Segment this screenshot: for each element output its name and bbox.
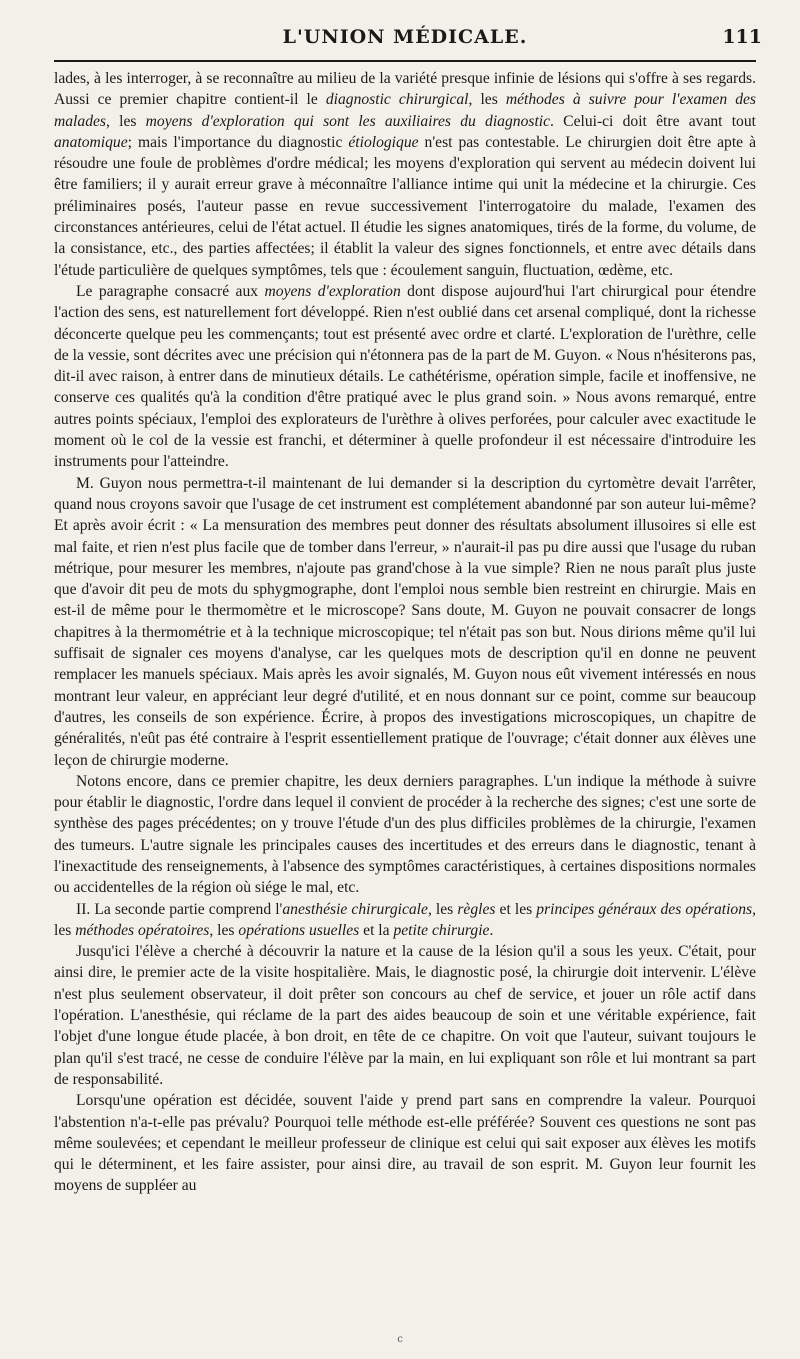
text-run: M. Guyon nous permettra-t-il maintenant de lui demander si la description du cyrtomètre devait l'arrêter, quand nous croyons savoir que l'usage de cet instrument est complétement abandonné par son auteur lui-même? Et après avoir écrit : « La mensuration des membres peut donner des résultats absolument illusoires si elle est mal faite, et rien n'est plus facile que de tomber dans l'erreur, » n'aurait-il pas pu dire aussi que l'usage du ruban métrique, pour mesurer les membres, n'ajoute pas grand'chose à la vue simple? Rien ne nous paraît plus juste que d'avoir dit peu de mots du sphygmographe, dont l'emploi nous semble bien restreint en chirurgie. Mais en est-il de même pour le thermomètre et le microscope? Sans doute, M. Guyon ne pouvait consacrer de longs chapitres à la thermométrie et à la technique microscopique; tel n'était pas son but. Nous dirions même qu'il lui suffisait de signaler ces moyens d'analyse, car les quelques mots de description qu'il en donne ne peuvent remplacer les manuels spéciaux. Mais après les avoir signalés, M. Guyon nous eût vivement intéressés en nous montrant leur valeur, en appréciant leur degré d'utilité, et en nous donnant sur ce point, comme sur beaucoup d'autres, les conseils de son expérience. Écrire, à propos des investigations microscopiques, un chapitre de généralités, n'eût pas été contraire à l'esprit essentiellement pratique de l'ouvrage; c'était donner aux élèves une leçon de chirurgie moderne. bbox=[54, 474, 756, 769]
running-title: L'UNION MÉDICALE. bbox=[282, 26, 528, 48]
text-run: . bbox=[489, 921, 494, 939]
italic-term: règles bbox=[457, 900, 496, 918]
article-body bbox=[54, 68, 756, 1197]
text-run: , les bbox=[468, 91, 506, 109]
text-run: lades, à les interroger, à se reconnaître au milieu de la variété presque infinie de lésions qui s'offre à ses regards. Aussi ce premier chapitre contient-il le bbox=[54, 70, 756, 109]
text-run: II. La seconde partie comprend l' bbox=[76, 900, 283, 918]
italic-term: anesthésie chirurgicale bbox=[282, 900, 428, 918]
text-run: Le paragraphe consacré aux bbox=[76, 282, 265, 300]
italic-term: moyens d'exploration qui sont les auxiliaires du diagnostic bbox=[145, 112, 551, 130]
text-run: Jusqu'ici l'élève a cherché à découvrir la nature et la cause de la lésion qu'il a sous les yeux. C'était, pour ainsi dire, le premier acte de la visite hospitalière. Mais, le diagnostic posé, la chirurgie doit intervenir. L'élève n'est plus seulement observateur, il doit prêter son concours au chef de service, et jouer un rôle actif dans l'opération. L'anesthésie, qui réclame de la part des aides beaucoup de soin et une véritable expérience, fait l'objet d'une longue étude placée, à bon droit, en tête de ce chapitre. On voit que l'auteur, suivant toujours le plan qu'il s'est tracé, ne cesse de conduire l'élève par la main, en lui expliquant son rôle et lui montrant sa part de responsabilité. bbox=[54, 943, 756, 1088]
italic-term: opérations usuelles bbox=[238, 921, 360, 939]
text-run: n'est pas contestable. Le chirurgien doit être apte à résoudre une foule de problèmes d'ordre médical; les moyens d'exploration qui servent au médecin doivent lui être familiers; il y aurait erreur grave à méconnaître l'alliance intime qui unit la médecine et la chirurgie. Ces préliminaires posés, l'auteur passe en revue successivement l'interrogatoire du malade, l'examen des circonstances antérieures, celui de l'état actuel. Il étudie les signes anatomiques, tirés de la forme, du volume, de la consistance, etc., des parties affectées; il établit la valeur des signes fonctionnels, et entre avec détails dans l'étude particulière de quelques symptômes, tels que : écoulement sanguin, fluctuation, œdème, etc. bbox=[54, 133, 757, 279]
paragraph-p6 bbox=[54, 941, 756, 1090]
italic-term: méthodes à suivre pour l'examen des malades bbox=[54, 91, 756, 130]
paragraph-p4 bbox=[54, 771, 756, 899]
italic-term: diagnostic chirurgical bbox=[325, 91, 469, 109]
page-header bbox=[54, 26, 762, 56]
paragraph-p7 bbox=[54, 1090, 756, 1196]
italic-term: petite chirurgie bbox=[393, 921, 490, 939]
text-run: ; mais l'importance du diagnostic bbox=[127, 133, 349, 151]
paragraph-p2 bbox=[54, 281, 756, 473]
footer-mark: c bbox=[397, 1334, 403, 1345]
page-number: 111 bbox=[722, 26, 762, 48]
text-run: , les bbox=[105, 112, 146, 130]
text-run: Notons encore, dans ce premier chapitre, les deux derniers paragraphes. L'un indique la méthode à suivre pour établir le diagnostic, l'ordre dans lequel il convient de procéder à la recherche des signes; c'est une sorte de synthèse des pages précédentes; on y trouve l'étude d'un des plus difficiles problèmes de la chirurgie, l'examen des tumeurs. L'autre signale les principales causes des incertitudes et des erreurs dans le diagnostic, tenant à l'inexactitude des renseignements, à l'absence des symptômes caractéristiques, à certaines dispositions normales ou accidentelles de la région où siége le mal, etc. bbox=[54, 772, 756, 897]
header-rule bbox=[54, 60, 756, 62]
text-run: , les bbox=[427, 900, 458, 918]
italic-term: principes généraux des opérations bbox=[536, 900, 753, 918]
italic-term: méthodes opératoires bbox=[75, 921, 210, 939]
text-run: et les bbox=[495, 900, 537, 918]
paragraph-p1 bbox=[54, 68, 756, 281]
text-run: dont dispose aujourd'hui l'art chirurgical pour étendre l'action des sens, est naturellement fort développé. Rien n'est oublié dans cet arsenal compliqué, dont la richesse déconcerte quelque peu les commençants; tout est présenté avec ordre et clarté. L'exploration de l'urèthre, celle de la vessie, sont décrites avec une précision qui n'étonnera pas de la part de M. Guyon. « Nous n'hésiterons pas, dit-il avec raison, à entrer dans de minutieux détails. Le cathétérisme, opération simple, facile et inoffensive, ne conserve ces qualités qu'à la condition d'être pratiqué avec le plus grand soin. » Nous avons remarqué, entre autres points spéciaux, l'emploi des explorateurs de l'urèthre à olives perforées, pour calculer avec exactitude le moment où le col de la vessie est franchi, et déterminer à quelle profondeur il est nécessaire d'introduire les instruments pour l'atteindre. bbox=[54, 282, 756, 471]
text-run: , les bbox=[209, 921, 239, 939]
text-run: Lorsqu'une opération est décidée, souvent l'aide y prend part sans en comprendre la valeur. Pourquoi l'abstention n'a-t-elle pas prévalu? Pourquoi telle méthode est-elle préférée? Souvent ces questions ne sont pas même soulevées; et cependant le meilleur professeur de clinique est celui qui sait exposer aux élèves les motifs qui le déterminent, et les faire assister, pour ainsi dire, au travail de son esprit. M. Guyon leur fournit les moyens de suppléer au bbox=[54, 1092, 756, 1195]
italic-term: anatomique bbox=[54, 133, 128, 151]
paragraph-p5 bbox=[54, 899, 756, 942]
paragraph-p3 bbox=[54, 473, 756, 771]
text-run: . Celui-ci doit être avant tout bbox=[550, 112, 756, 130]
text-run: et la bbox=[359, 921, 394, 939]
italic-term: étiologique bbox=[348, 133, 419, 151]
text-run: , les bbox=[54, 900, 756, 939]
italic-term: moyens d'exploration bbox=[264, 282, 401, 300]
